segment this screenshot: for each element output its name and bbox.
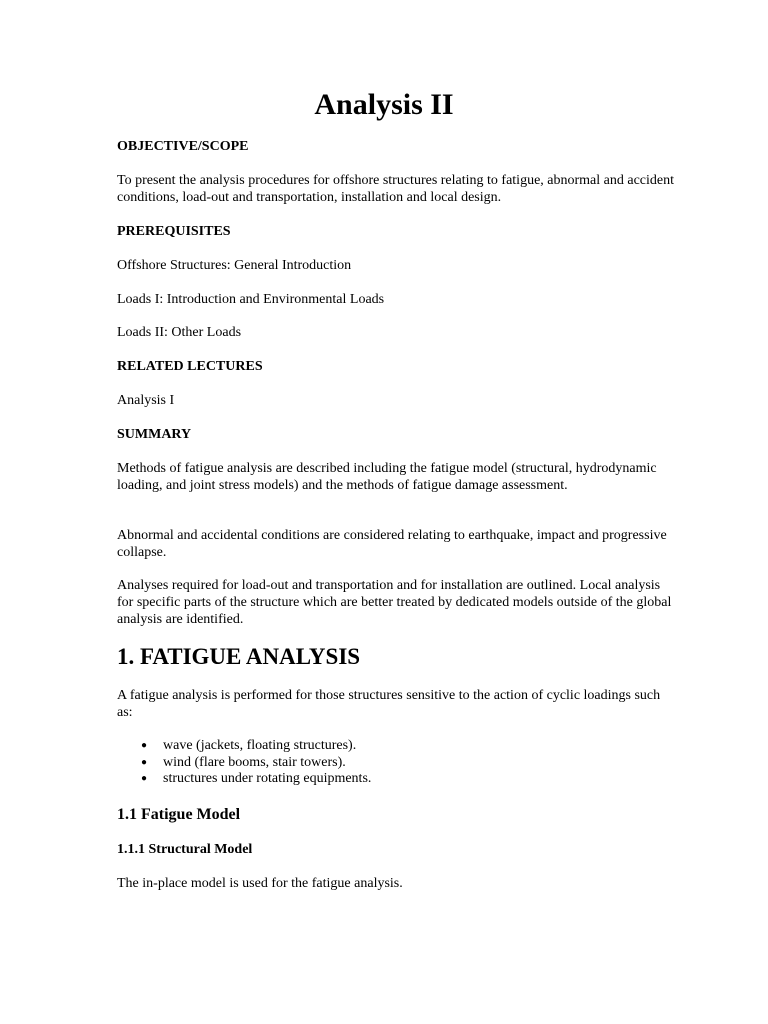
section-heading: 1. FATIGUE ANALYSIS — [117, 644, 361, 669]
section-intro: A fatigue analysis is performed for those structures sensitive to the action of cyclic loadings such as: — [117, 688, 661, 720]
subsection-heading: 1.1 Fatigue Model — [117, 806, 241, 823]
document-title: Analysis II — [314, 88, 454, 121]
summary-paragraph: Analyses required for load-out and transportation and for installation are outlined. Local analysis for specific parts of the structure which are better treated by dedicated models outside of the global analysis are identified. — [117, 578, 672, 627]
list-item — [141, 755, 661, 772]
subsubsection-text: The in-place model is used for the fatigue analysis. — [117, 876, 403, 891]
subsubsection-heading: 1.1.1 Structural Model — [117, 842, 253, 857]
list-item-text: structures under rotating equipments. — [163, 771, 372, 786]
list-item — [141, 771, 661, 788]
list-item-text: wave (jackets, floating structures). — [163, 738, 357, 753]
related-lectures-heading: RELATED LECTURES — [117, 359, 263, 374]
prerequisite-item: Loads II: Other Loads — [117, 325, 242, 340]
prerequisite-item: Loads I: Introduction and Environmental Loads — [117, 292, 385, 307]
summary-paragraph: Abnormal and accidental conditions are considered relating to earthquake, impact and progressive collapse. — [117, 528, 667, 560]
loading-list — [141, 738, 661, 788]
bullet-icon: ● — [141, 756, 148, 768]
list-item-text: wind (flare booms, stair towers). — [163, 754, 346, 770]
bullet-icon: ● — [141, 740, 148, 751]
objective-text: To present the analysis procedures for offshore structures relating to fatigue, abnormal and accident conditions, load-out and transportation, installation and local design. — [117, 173, 675, 205]
bullet-icon: ● — [141, 773, 148, 784]
prerequisites-heading: PREREQUISITES — [117, 224, 231, 239]
related-lecture-item: Analysis I — [117, 393, 175, 408]
summary-heading: SUMMARY — [117, 427, 192, 442]
list-item — [141, 738, 661, 755]
summary-paragraph: Methods of fatigue analysis are described including the fatigue model (structural, hydrodynamic loading, and joint stress models) and the methods of fatigue damage assessment. — [117, 461, 657, 493]
objective-heading: OBJECTIVE/SCOPE — [117, 139, 249, 154]
prerequisite-item: Offshore Structures: General Introduction — [117, 258, 352, 273]
